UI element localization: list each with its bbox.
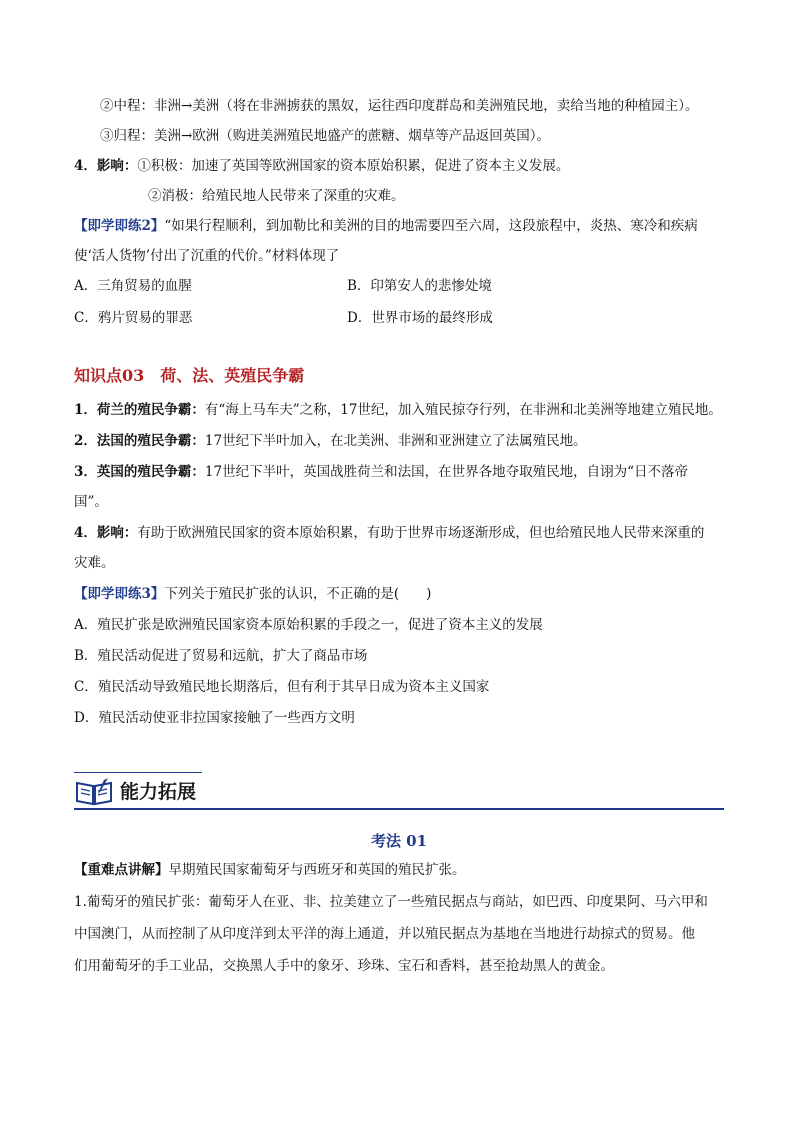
knowledge3-point3-line1 <box>74 462 724 482</box>
exercise2-stem-line1 <box>74 216 724 236</box>
exercise3-option-c: C．殖民活动导致殖民地长期落后，但有利于其早日成为资本主义国家 <box>74 679 490 695</box>
portugal-line3: 们用葡萄牙的手工业品，交换黑人手中的象牙、珍珠、宝石和香料，甚至抢劫黑人的黄金。 <box>74 958 614 974</box>
knowledge3-point2 <box>74 431 724 451</box>
exercise2-option-a: A．三角贸易的血腥 <box>74 278 192 294</box>
point2-text: 17世纪下半叶加入，在北美洲、非洲和亚洲建立了法属殖民地。 <box>204 433 587 449</box>
header-top-rule <box>74 772 202 773</box>
exercise3-stem <box>74 584 724 604</box>
header-bottom-rule <box>74 808 724 810</box>
portugal-line1: 1.葡萄牙的殖民扩张：葡萄牙人在亚、非、拉美建立了一些殖民据点与商站，如巴西、印度果阿、马六甲和 <box>74 894 708 910</box>
key-tag: 【重难点讲解】 <box>74 862 169 878</box>
exercise3-tag: 【即学即练3】 <box>74 586 165 602</box>
key-explanation <box>74 860 724 880</box>
knowledge3-point1 <box>74 400 724 420</box>
exercise3-option-d: D．殖民活动使亚非拉国家接触了一些西方文明 <box>74 710 355 726</box>
exercise2-stem-text: “如果行程顺利，到加勒比和美洲的目的地需要四至六周，这段旅程中，炎热、寒冷和疾病 <box>164 218 698 234</box>
impact-label: 4．影响： <box>74 158 138 174</box>
kaofa-title: 考法 01 <box>370 832 428 850</box>
knowledge3-point3-line2: 国”。 <box>74 494 108 510</box>
exercise2-tag: 【即学即练2】 <box>74 218 165 234</box>
point1-label: 1．荷兰的殖民争霸： <box>74 402 205 418</box>
impact-positive-text: ①积极：加速了英国等欧洲国家的资本原始积累，促进了资本主义发展。 <box>137 158 570 174</box>
exercise3-option-a: A．殖民扩张是欧洲殖民国家资本原始积累的手段之一，促进了资本主义的发展 <box>74 617 543 633</box>
ability-section-title: 能力拓展 <box>120 781 197 803</box>
exercise2-stem-line2: 使‘活人货物’付出了沉重的代价。”材料体现了 <box>74 248 340 264</box>
knowledge3-title: 知识点03 荷、法、英殖民争霸 <box>74 366 305 385</box>
exercise2-options-row1 <box>74 276 724 296</box>
point1-text: 有“海上马车夫”之称，17世纪，加入殖民掠夺行列，在非洲和北美洲等地建立殖民地。 <box>204 402 722 418</box>
trade-return-passage: ③归程：美洲→欧洲（购进美洲殖民地盛产的蔗糖、烟草等产品返回英国）。 <box>100 128 551 144</box>
open-book-icon <box>74 778 114 806</box>
exercise2-option-d: D．世界市场的最终形成 <box>347 310 493 326</box>
exercise3-stem-text: 下列关于殖民扩张的认识，不正确的是( ) <box>164 586 432 602</box>
exercise3-option-b: B．殖民活动促进了贸易和远航，扩大了商品市场 <box>74 648 368 664</box>
point4-label: 4．影响： <box>74 525 138 541</box>
ability-section-header <box>74 772 724 812</box>
point3-text: 17世纪下半叶，英国战胜荷兰和法国，在世界各地夺取殖民地，自诩为“日不落帝 <box>204 464 688 480</box>
trade-impact-positive <box>74 156 724 176</box>
point4-text: 有助于欧洲殖民国家的资本原始积累，有助于世界市场逐渐形成，但也给殖民地人民带来深重的 <box>137 525 705 541</box>
point2-label: 2．法国的殖民争霸： <box>74 433 205 449</box>
exercise2-option-c: C．鸦片贸易的罪恶 <box>74 310 193 326</box>
document-page <box>74 96 724 976</box>
exercise2-options-row2 <box>74 308 724 328</box>
trade-impact-negative: ②消极：给殖民地人民带来了深重的灾难。 <box>148 188 405 204</box>
knowledge3-point4-line2: 灾难。 <box>74 555 115 571</box>
portugal-line2: 中国澳门，从而控制了从印度洋到太平洋的海上通道，并以殖民据点为基地在当地进行劫掠式的贸易。他 <box>74 926 695 942</box>
key-text: 早期殖民国家葡萄牙与西班牙和英国的殖民扩张。 <box>168 862 466 878</box>
knowledge3-point4-line1 <box>74 523 724 543</box>
exercise2-option-b: B．印第安人的悲惨处境 <box>347 278 492 294</box>
trade-middle-passage: ②中程：非洲→美洲（将在非洲掳获的黑奴，运往西印度群岛和美洲殖民地，卖给当地的种植园主）。 <box>100 98 699 114</box>
point3-label: 3．英国的殖民争霸： <box>74 464 205 480</box>
